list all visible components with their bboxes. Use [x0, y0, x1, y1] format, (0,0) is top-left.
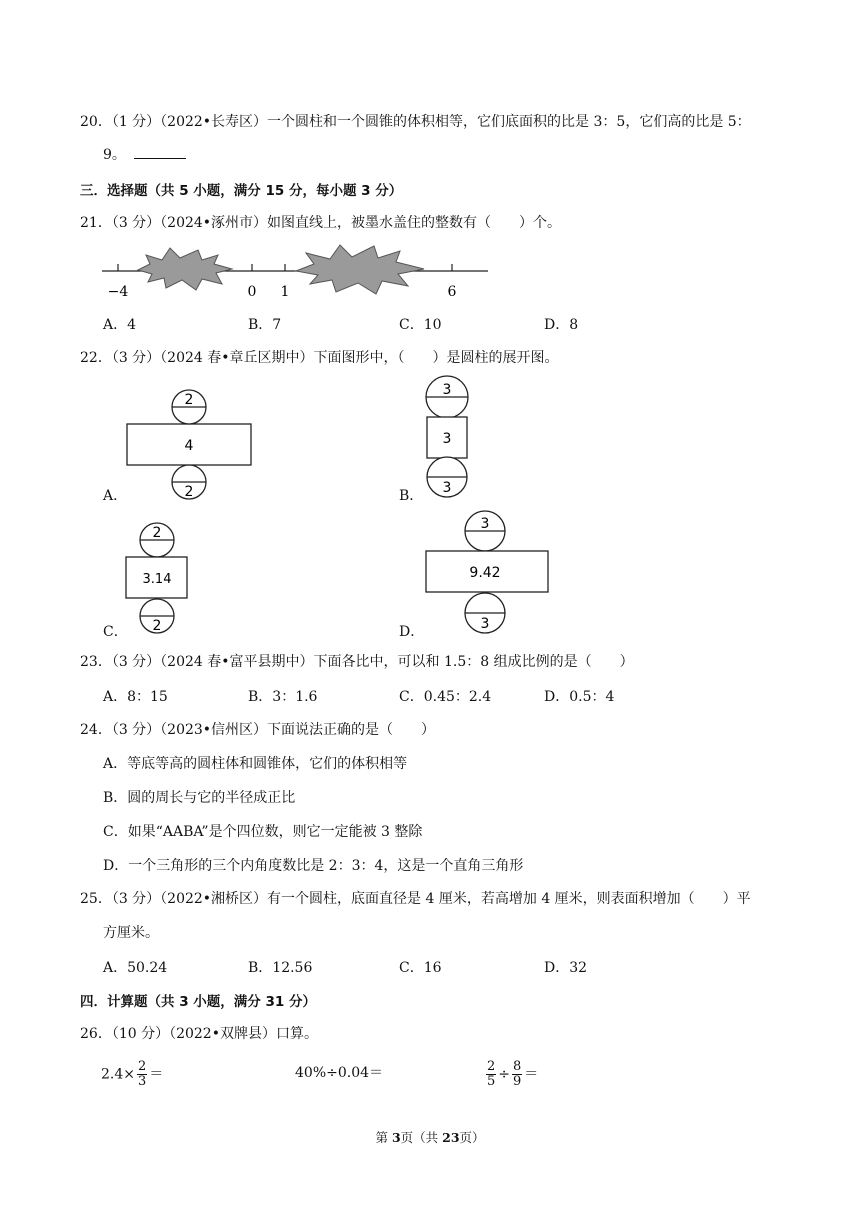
tick-label: −4: [107, 284, 129, 300]
ink-blot-1: [138, 248, 232, 290]
figure-b-top-number: 3: [442, 382, 452, 398]
q22-option-b-label[interactable]: B．: [399, 488, 424, 504]
figure-c-bottom-number: 2: [152, 618, 162, 634]
footer-text-c: 页）: [459, 1130, 485, 1145]
denominator: 9: [513, 1074, 522, 1089]
page-footer: [0, 1128, 860, 1146]
numerator: 8: [513, 1059, 522, 1074]
q23-option-c[interactable]: C．0.45：2.4: [399, 689, 492, 705]
q24-option-d[interactable]: D．一个三角形的三个内角度数比是 2：3：4，这是一个直角三角形: [103, 858, 524, 874]
fraction: [486, 1060, 496, 1089]
q20-line2: [103, 144, 186, 164]
q20-line1: 20．（1 分）（2022•长寿区）一个圆柱和一个圆锥的体积相等，它们底面积的比是 3：5，它们高的比是 5：: [80, 114, 751, 130]
fraction: [137, 1060, 147, 1089]
q23-option-a[interactable]: A．8：15: [103, 689, 168, 705]
q23-option-d[interactable]: D．0.5：4: [544, 689, 615, 705]
q25-option-b[interactable]: B．12.56: [248, 960, 313, 976]
q24-stem: 24．（3 分）（2023•信州区）下面说法正确的是（ ）: [80, 722, 436, 738]
answer-blank: [134, 146, 186, 159]
figure-b-rect-number: 3: [442, 431, 452, 447]
q24-option-a[interactable]: A．等底等高的圆柱体和圆锥体，它们的体积相等: [103, 756, 408, 772]
divide-sign: ÷: [498, 1066, 511, 1083]
q26-stem: 26．（10 分）（2022•双牌县）口算。: [80, 1026, 318, 1042]
q21-stem: 21．（3 分）（2024•涿州市）如图直线上，被墨水盖住的整数有（ ）个。: [80, 215, 562, 231]
number-line-figure: [100, 242, 492, 302]
q22-option-d-label[interactable]: D．: [399, 624, 425, 640]
q22-figure-c: [122, 521, 192, 635]
q25-option-d[interactable]: D．32: [544, 960, 588, 976]
figure-a-bottom-number: 2: [184, 484, 194, 500]
q24-option-b[interactable]: B．圆的周长与它的半径成正比: [103, 790, 296, 806]
section-4-heading: 四．计算题（共 3 小题，满分 31 分）: [80, 994, 316, 1010]
page-number: 3: [391, 1130, 401, 1145]
figure-a-top-number: 2: [184, 392, 194, 408]
figure-a-rect-number: 4: [184, 438, 194, 454]
q25-line2: 方厘米。: [103, 925, 159, 941]
q25-line1: 25．（3 分）（2022•湘桥区）有一个圆柱，底面直径是 4 厘米，若高增加 4 厘米，则表面积增加（ ）平: [80, 891, 751, 907]
q22-option-c-label[interactable]: C．: [103, 624, 128, 640]
figure-c-top-number: 2: [152, 525, 162, 541]
q22-figure-b: [422, 374, 474, 498]
q22-figure-d: [422, 510, 552, 634]
section-3-heading: 三．选择题（共 5 小题，满分 15 分，每小题 3 分）: [80, 183, 403, 199]
q21-option-a[interactable]: A．4: [103, 317, 137, 333]
figure-d-rect-number: 9.42: [469, 565, 501, 581]
calc-item-1: [101, 1060, 163, 1089]
q23-stem: 23．（3 分）（2024 春•富平县期中）下面各比中，可以和 1.5：8 组成比例的是（ ）: [80, 654, 634, 670]
q24-option-c[interactable]: C．如果“AABA”是个四位数，则它一定能被 3 整除: [103, 824, 423, 840]
figure-d-bottom-number: 3: [480, 616, 490, 632]
q21-option-b[interactable]: B．7: [248, 317, 282, 333]
calc-item-3: [484, 1060, 538, 1089]
q21-option-d[interactable]: D．8: [544, 317, 579, 333]
q22-stem: 22．（3 分）（2024 春•章丘区期中）下面图形中，（ ）是圆柱的展开图。: [80, 350, 559, 366]
denominator: 5: [487, 1074, 496, 1089]
figure-d-top-number: 3: [480, 516, 490, 532]
footer-text-a: 第: [375, 1130, 392, 1145]
q22-option-a-label[interactable]: A．: [103, 488, 128, 504]
numerator: 2: [487, 1059, 496, 1074]
numerator: 2: [138, 1059, 147, 1074]
equals-sign: ＝: [524, 1066, 539, 1083]
tick-label: 1: [280, 284, 290, 300]
figure-c-rect-number: 3.14: [142, 572, 172, 587]
equals-sign: ＝: [149, 1066, 164, 1083]
footer-text-b: 页（共: [400, 1130, 443, 1145]
q25-option-c[interactable]: C．16: [399, 960, 442, 976]
fraction: [512, 1060, 522, 1089]
q25-option-a[interactable]: A．50.24: [103, 960, 168, 976]
ink-blot-2: [296, 245, 424, 294]
tick-label: 6: [447, 284, 457, 300]
total-pages: 23: [442, 1130, 460, 1145]
figure-b-bottom-number: 3: [442, 480, 452, 496]
q22-figure-a: [125, 388, 255, 500]
denominator: 3: [138, 1074, 147, 1089]
q20-line2-text: 9。: [103, 147, 126, 163]
q21-option-c[interactable]: C．10: [399, 317, 442, 333]
q23-option-b[interactable]: B．3：1.6: [248, 689, 318, 705]
tick-label: 0: [247, 284, 257, 300]
calc-1-prefix: 2.4×: [101, 1066, 135, 1083]
calc-item-2: 40%÷0.04＝: [295, 1065, 384, 1081]
